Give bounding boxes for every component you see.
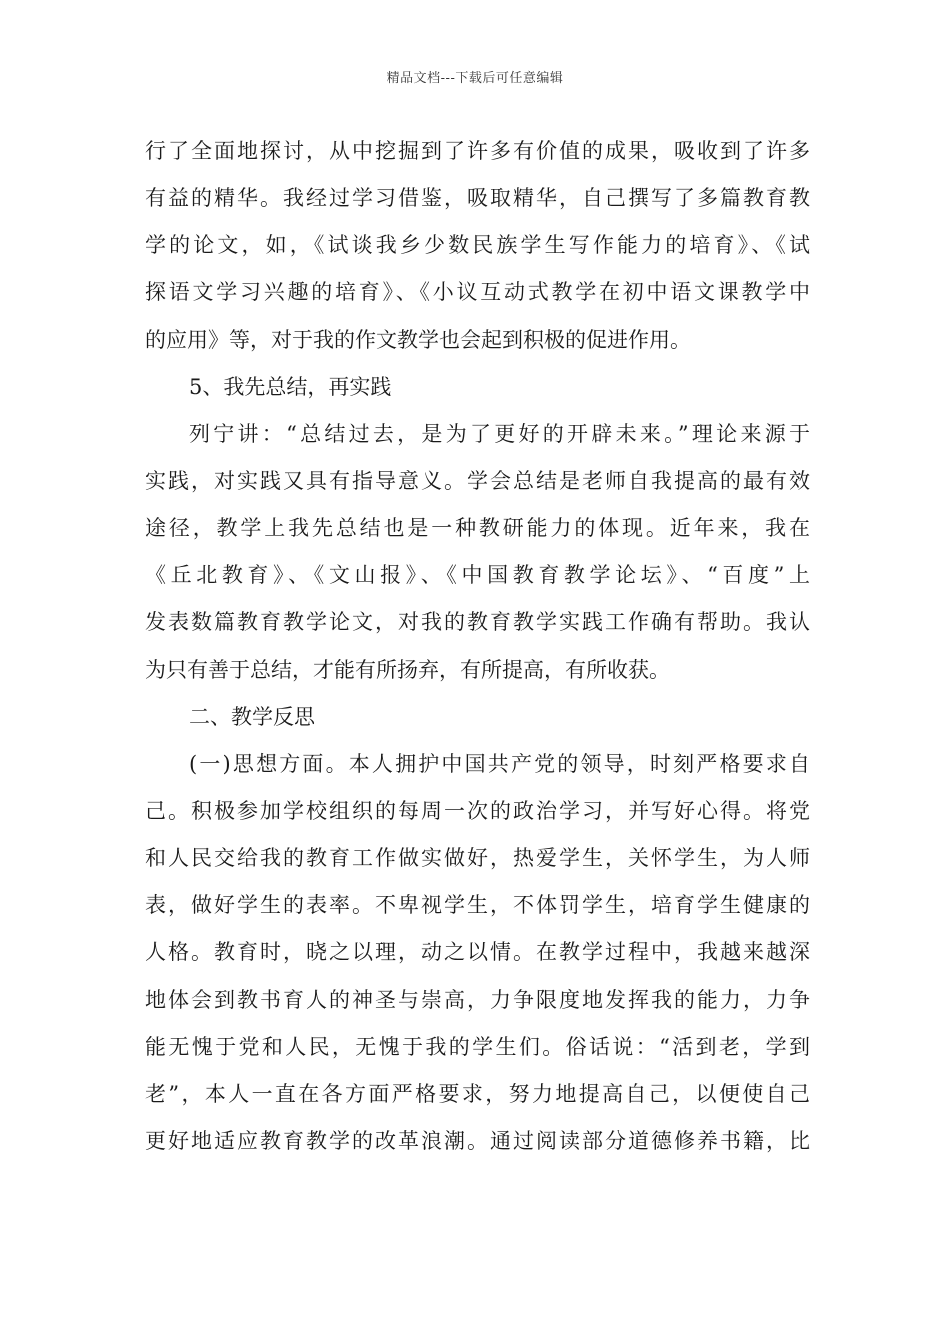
document-body [145, 128, 810, 1165]
body-line: 老”，本人一直在各方面严格要求，努力地提高自己，以便使自己 [145, 1081, 810, 1106]
body-line: 途径，教学上我先总结也是一种教研能力的体现。近年来，我在 [145, 516, 810, 541]
body-line: 有益的精华。我经过学习借鉴，吸取精华，自己撰写了多篇教育教 [145, 186, 810, 211]
body-line: 探语文学习兴趣的培育》、《小议互动式教学在初中语文课教学中 [145, 280, 810, 305]
body-line: 和人民交给我的教育工作做实做好，热爱学生，关怀学生，为人师 [145, 846, 810, 871]
section-heading: 5、我先总结，再实践 [189, 374, 392, 399]
body-line: 为只有善于总结，才能有所扬弃，有所提高，有所收获。 [145, 657, 670, 682]
body-line: 的应用》等，对于我的作文教学也会起到积极的促进作用。 [145, 327, 691, 352]
body-line: 发表数篇教育教学论文，对我的教育教学实践工作确有帮助。我认 [145, 610, 810, 635]
body-line: 实践，对实践又具有指导意义。学会总结是老师自我提高的最有效 [145, 468, 810, 493]
body-line: 学的论文，如，《试谈我乡少数民族学生写作能力的培育》、《试 [145, 233, 810, 258]
body-line: 《丘北教育》、《文山报》、《中国教育教学论坛》、“百度”上 [145, 563, 810, 588]
body-line: (一)思想方面。本人拥护中国共产党的领导，时刻严格要求自 [189, 751, 810, 776]
body-line: 表，做好学生的表率。不卑视学生，不体罚学生，培育学生健康的 [145, 893, 810, 918]
body-line: 列宁讲：“总结过去，是为了更好的开辟未来。”理论来源于 [189, 421, 810, 446]
page-header: 精品文档---下载后可任意编辑 [386, 71, 564, 86]
body-line: 行了全面地探讨，从中挖掘到了许多有价值的成果，吸收到了许多 [145, 139, 810, 163]
body-line: 更好地适应教育教学的改革浪潮。通过阅读部分道德修养书籍，比 [145, 1128, 810, 1153]
body-line: 人格。教育时，晓之以理，动之以情。在教学过程中，我越来越深 [145, 940, 810, 965]
body-line: 己。积极参加学校组织的每周一次的政治学习，并写好心得。将党 [145, 798, 810, 823]
body-line: 能无愧于党和人民，无愧于我的学生们。俗话说：“活到老，学到 [145, 1034, 810, 1059]
section-heading: 二、教学反思 [189, 704, 315, 729]
body-line: 地体会到教书育人的神圣与崇高，力争限度地发挥我的能力，力争 [145, 987, 810, 1012]
